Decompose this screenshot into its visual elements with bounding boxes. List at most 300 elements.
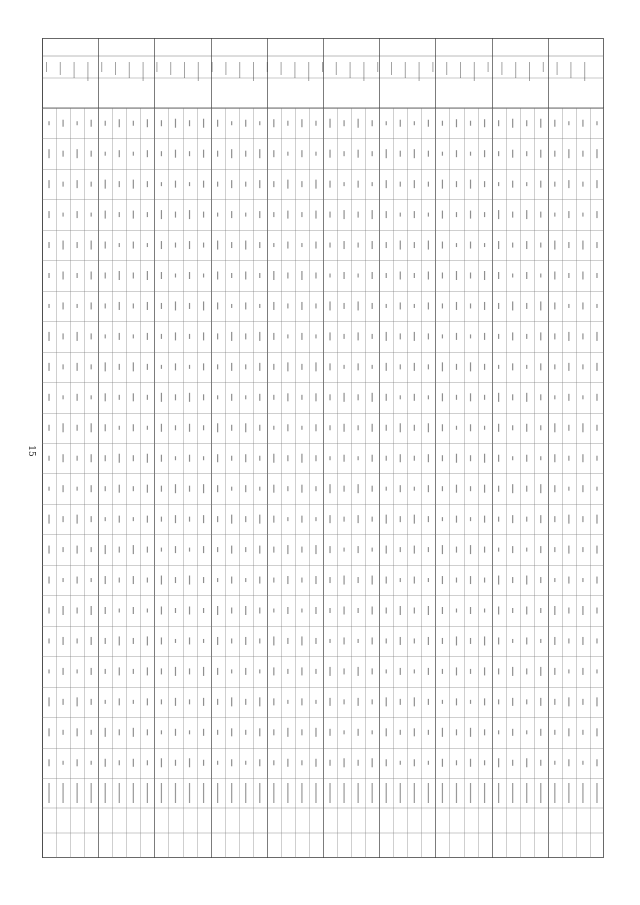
cell-mark [48,149,49,158]
cell-mark [526,607,527,615]
cell-mark [329,363,330,370]
cell-mark [189,151,190,156]
cell-mark [386,273,387,278]
cell-mark [245,516,246,522]
cell-mark [456,578,457,583]
cell-mark [358,760,359,766]
cell-mark [217,578,218,582]
cell-mark [231,608,232,614]
cell-mark [119,667,120,675]
header-mark [488,62,489,72]
cell-mark [414,638,415,643]
cell-mark [133,759,134,767]
cell-mark [526,334,527,339]
cell-mark [456,667,457,675]
cell-mark [105,545,106,554]
cell-mark [400,578,401,582]
cell-mark [175,546,176,553]
cell-mark [358,608,359,613]
cell-mark [273,426,274,430]
cell-mark [287,455,288,461]
cell-mark [526,668,527,674]
cell-mark [470,362,471,371]
cell-mark [231,273,232,278]
cell-mark [203,274,204,278]
cell-mark [372,486,373,492]
cell-mark [245,606,246,615]
cell-mark [372,120,373,126]
cell-mark [203,394,204,400]
cell-mark [175,698,176,706]
cell-mark [498,668,499,674]
cell-mark [372,607,373,615]
cell-mark [217,395,218,399]
cell-mark [456,333,457,340]
cell-mark [484,729,485,735]
cell-mark [512,119,513,128]
cell-mark [62,272,63,280]
cell-mark [119,333,120,340]
cell-mark [526,272,527,279]
descriptor-mark [217,783,218,803]
cell-mark [428,182,429,187]
cell-mark [568,759,569,766]
cell-mark [287,303,288,308]
cell-mark [245,241,246,250]
cell-mark [582,395,583,399]
cell-mark [456,516,457,523]
cell-mark [231,363,232,371]
cell-mark [358,394,359,400]
cell-mark [582,761,583,765]
cell-mark [329,577,330,583]
cell-mark [414,456,415,461]
cell-mark [386,332,387,341]
cell-mark [62,668,63,675]
descriptor-mark [147,783,148,803]
descriptor-mark [62,783,63,803]
descriptor-mark [315,783,316,803]
cell-mark [259,149,260,158]
cell-mark [414,394,415,401]
cell-mark [428,241,429,250]
header-mark [143,62,144,81]
cell-mark [372,517,373,522]
header-mark [267,62,268,72]
cell-mark [386,211,387,218]
cell-mark [428,213,429,217]
cell-mark [91,302,92,309]
cell-mark [428,120,429,127]
cell-mark [400,606,401,615]
cell-mark [400,151,401,157]
cell-mark [315,273,316,279]
cell-mark [484,212,485,217]
cell-mark [568,273,569,278]
cell-mark [189,393,190,402]
cell-mark [428,668,429,675]
cell-mark [203,243,204,248]
cell-mark [119,395,120,400]
cell-mark [203,515,204,523]
cell-mark [498,576,499,585]
cell-mark [62,485,63,492]
cell-mark [217,423,218,432]
cell-mark [484,485,485,493]
cell-mark [568,149,569,158]
header-mark [570,62,571,78]
cell-mark [48,180,49,188]
cell-mark [568,577,569,584]
cell-mark [48,515,49,524]
cell-mark [77,304,78,308]
cell-mark [456,454,457,463]
cell-mark [105,728,106,737]
cell-mark [343,730,344,734]
cell-mark [175,667,176,676]
cell-mark [91,213,92,217]
cell-mark [287,638,288,644]
cell-mark [161,548,162,552]
cell-mark [470,455,471,461]
cell-mark [358,181,359,188]
cell-mark [512,546,513,553]
cell-mark [175,515,176,523]
cell-mark [343,668,344,674]
cell-mark [175,484,176,493]
cell-mark [540,150,541,158]
cell-mark [442,517,443,521]
cell-mark [372,272,373,279]
cell-mark [77,577,78,584]
cell-mark [91,668,92,675]
cell-mark [301,426,302,430]
descriptor-mark [456,783,457,803]
cell-mark [161,365,162,369]
cell-mark [512,332,513,340]
cell-mark [329,456,330,460]
cell-mark [358,667,359,676]
cell-mark [343,272,344,279]
cell-mark [203,729,204,736]
cell-mark [161,120,162,126]
cell-mark [273,302,274,310]
cell-mark [315,728,316,737]
cell-mark [48,425,49,431]
cell-mark [259,577,260,584]
cell-mark [189,455,190,462]
cell-mark [526,548,527,552]
cell-mark [287,700,288,704]
cell-mark [231,242,232,248]
cell-mark [498,637,499,644]
cell-mark [442,545,443,554]
cell-mark [175,301,176,310]
cell-mark [414,608,415,614]
cell-mark [540,212,541,218]
cell-mark [77,242,78,248]
cell-mark [217,182,218,187]
cell-mark [540,332,541,340]
cell-mark [231,425,232,431]
cell-mark [119,578,120,583]
cell-mark [161,393,162,402]
cell-mark [554,302,555,309]
cell-mark [582,182,583,187]
cell-mark [456,150,457,157]
cell-mark [386,546,387,554]
cell-mark [119,243,120,247]
cell-mark [343,699,344,704]
header-mark [350,62,351,78]
cell-mark [287,334,288,338]
cell-mark [231,394,232,401]
cell-mark [245,333,246,339]
descriptor-mark [245,783,246,803]
cell-mark [301,636,302,645]
cell-mark [62,516,63,522]
cell-mark [147,636,148,645]
cell-mark [245,151,246,157]
cell-mark [372,151,373,156]
cell-mark [161,241,162,249]
cell-mark [442,607,443,614]
cell-mark [77,149,78,158]
cell-mark [498,758,499,767]
cell-mark [217,213,218,217]
descriptor-mark [568,783,569,803]
cell-mark [147,454,148,463]
cell-mark [77,363,78,371]
cell-mark [315,700,316,704]
cell-mark [315,303,316,308]
cell-mark [273,119,274,127]
cell-mark [259,273,260,278]
cell-mark [189,637,190,644]
header-mark [557,62,558,75]
cell-mark [133,273,134,279]
cell-mark [203,608,204,613]
cell-mark [456,119,457,127]
cell-mark [161,758,162,767]
cell-mark [287,545,288,554]
descriptor-mark [470,783,471,803]
cell-mark [512,181,513,188]
cell-mark [217,730,218,735]
cell-mark [582,423,583,432]
cell-mark [400,395,401,399]
cell-mark [231,121,232,125]
cell-mark [245,578,246,582]
cell-mark [470,180,471,189]
cell-mark [105,393,106,401]
cell-mark [470,152,471,156]
cell-mark [203,760,204,766]
cell-mark [526,393,527,402]
cell-mark [498,272,499,279]
header-mark [156,62,157,72]
cell-mark [105,486,106,491]
cell-mark [217,761,218,765]
cell-mark [105,242,106,249]
cell-mark [105,576,106,584]
cell-mark [147,698,148,705]
cell-mark [217,272,218,280]
cell-mark [526,486,527,492]
cell-mark [428,272,429,280]
cell-mark [105,121,106,126]
cell-mark [329,729,330,736]
cell-mark [133,152,134,156]
header-mark [460,62,461,78]
cell-mark [315,759,316,767]
cell-mark [105,759,106,767]
cell-mark [161,576,162,585]
cell-mark [133,545,134,554]
header-mark [419,62,420,81]
cell-mark [147,119,148,127]
cell-mark [414,149,415,158]
cell-mark [540,301,541,310]
cell-mark [48,121,49,125]
cell-mark [315,545,316,554]
cell-mark [133,607,134,614]
cell-mark [526,120,527,126]
cell-mark [273,454,274,463]
cell-mark [596,638,597,643]
cell-mark [386,456,387,461]
cell-mark [91,485,92,492]
cell-mark [568,425,569,431]
cell-mark [287,517,288,521]
header-mark [529,62,530,81]
cell-mark [386,121,387,125]
cell-mark [329,212,330,218]
cell-mark [133,517,134,521]
cell-mark [91,606,92,615]
cell-mark [217,637,218,645]
cell-mark [526,241,527,249]
cell-mark [470,242,471,249]
cell-mark [203,150,204,158]
cell-mark [358,243,359,248]
cell-mark [231,728,232,736]
cell-mark [105,455,106,461]
cell-mark [189,182,190,186]
cell-mark [161,607,162,615]
header-mark [46,62,47,72]
cell-mark [147,395,148,400]
cell-mark [400,333,401,339]
cell-mark [259,697,260,706]
cell-mark [358,729,359,736]
cell-mark [526,303,527,309]
cell-mark [540,243,541,248]
cell-mark [343,517,344,522]
cell-mark [48,487,49,491]
cell-mark [91,182,92,187]
cell-mark [48,577,49,584]
cell-mark [287,242,288,249]
cell-mark [189,303,190,309]
cell-mark [400,761,401,765]
cell-mark [203,577,204,583]
cell-mark [568,363,569,371]
cell-mark [119,212,120,217]
cell-mark [259,546,260,554]
cell-mark [428,333,429,339]
cell-mark [400,699,401,705]
cell-mark [48,608,49,614]
cell-mark [343,151,344,156]
cell-mark [358,119,359,128]
cell-mark [596,180,597,188]
descriptor-mark [287,783,288,803]
cell-mark [498,120,499,126]
cell-mark [526,424,527,432]
cell-mark [175,332,176,340]
header-mark [87,62,88,81]
cell-mark [414,577,415,584]
cell-mark [217,485,218,492]
cell-mark [329,698,330,706]
cell-mark [301,547,302,553]
descriptor-mark [133,783,134,803]
cell-mark [400,454,401,462]
cell-mark [245,423,246,432]
descriptor-mark [329,783,330,803]
cell-mark [287,669,288,674]
cell-mark [62,699,63,705]
cell-mark [175,243,176,248]
cell-mark [287,424,288,431]
cell-mark [456,212,457,217]
cell-mark [273,760,274,765]
cell-mark [358,301,359,310]
cell-mark [456,636,457,645]
cell-mark [498,365,499,369]
cell-mark [273,578,274,583]
cell-mark [231,180,232,188]
cell-mark [582,637,583,645]
cell-mark [119,609,120,613]
cell-mark [470,759,471,767]
cell-mark [77,332,78,341]
cell-mark [512,243,513,248]
cell-mark [554,761,555,765]
cell-mark [526,365,527,369]
cell-mark [77,697,78,706]
cell-mark [512,394,513,400]
cell-mark [189,272,190,279]
cell-mark [568,697,569,706]
cell-mark [428,637,429,645]
cell-mark [273,609,274,613]
cell-mark [484,547,485,553]
cell-mark [91,423,92,432]
cell-mark [315,121,316,126]
cell-mark [301,578,302,583]
cell-mark [48,211,49,218]
cell-mark [442,669,443,674]
cell-mark [231,332,232,341]
cell-mark [161,334,162,339]
cell-mark [91,547,92,552]
cell-mark [512,515,513,523]
cell-mark [442,362,443,371]
cell-mark [62,637,63,645]
cell-mark [540,181,541,188]
